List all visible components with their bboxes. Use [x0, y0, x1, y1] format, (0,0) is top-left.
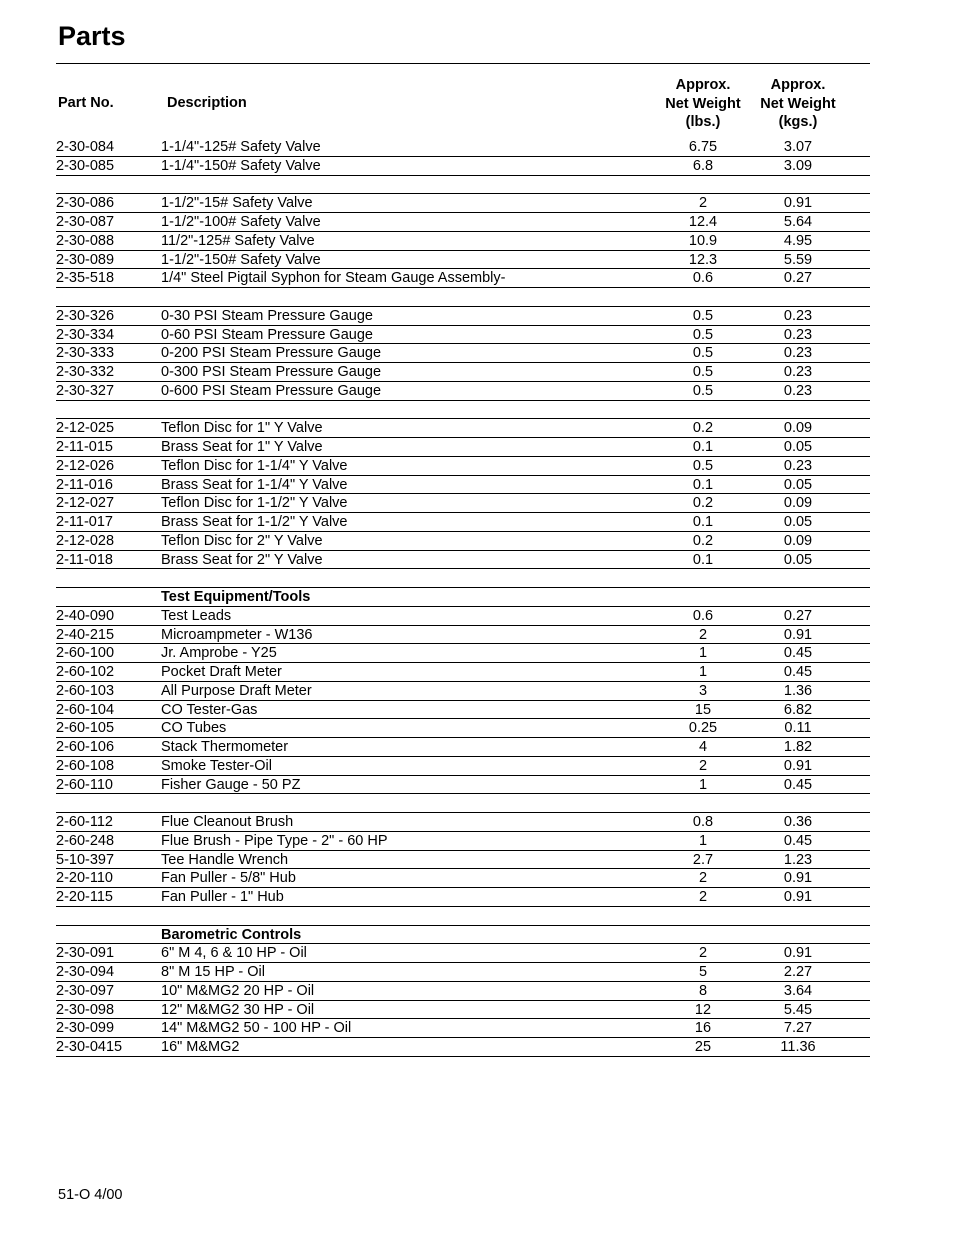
weight-kgs-cell: 0.05 — [783, 476, 813, 493]
table-row — [56, 157, 870, 176]
weight-lbs-cell: 2 — [698, 626, 708, 643]
spacer-row — [56, 401, 870, 420]
part-number-cell: 2-20-110 — [56, 870, 113, 887]
description-cell: 1/4" Steel Pigtail Syphon for Steam Gauge Assembly- — [161, 270, 506, 287]
table-row — [56, 757, 870, 776]
table-row — [56, 419, 870, 438]
weight-lbs-cell: 16 — [694, 1020, 712, 1037]
table-row — [56, 776, 870, 795]
table-row — [56, 701, 870, 720]
part-number-cell: 2-30-089 — [56, 251, 115, 268]
part-number-cell: 2-30-0415 — [56, 1039, 123, 1055]
parts-table — [56, 138, 870, 1057]
description-cell: Test Leads — [161, 607, 232, 624]
table-row — [56, 438, 870, 457]
weight-kgs-cell: 7.27 — [783, 1020, 813, 1037]
header-line: Net Weight — [760, 95, 836, 112]
spacer-row — [56, 176, 870, 195]
header-line: Approx. — [675, 77, 731, 93]
part-number-cell: 2-30-087 — [56, 214, 115, 230]
weight-kgs-cell: 0.05 — [783, 439, 813, 455]
table-row — [56, 457, 870, 476]
description-cell: 0-60 PSI Steam Pressure Gauge — [161, 326, 373, 343]
table-row — [56, 344, 870, 363]
weight-kgs-cell: 6.82 — [783, 701, 813, 718]
part-number-cell: 2-60-102 — [56, 664, 115, 680]
title-divider — [56, 63, 870, 64]
weight-lbs-cell: 8 — [698, 982, 708, 999]
weight-lbs-cell: 6.75 — [688, 139, 718, 155]
weight-lbs-cell: 0.5 — [692, 345, 714, 362]
section-heading-row — [56, 588, 870, 607]
part-number-cell: 2-40-090 — [56, 607, 115, 624]
spacer-row — [56, 794, 870, 813]
description-cell: 0-200 PSI Steam Pressure Gauge — [161, 345, 382, 362]
table-row — [56, 513, 870, 532]
table-row — [56, 269, 870, 288]
table-row — [56, 813, 870, 832]
description-cell: Smoke Tester-Oil — [161, 757, 272, 774]
part-number-cell: 2-30-084 — [56, 139, 115, 155]
page-title: Parts — [58, 21, 126, 51]
part-number-cell: 2-30-088 — [56, 232, 115, 249]
part-number-cell: 2-60-108 — [56, 757, 115, 774]
footer-code: 51-O 4/00 — [58, 1187, 123, 1203]
weight-lbs-cell: 0.2 — [692, 532, 714, 549]
weight-lbs-cell: 0.2 — [692, 495, 714, 512]
weight-kgs-cell: 0.45 — [783, 776, 813, 793]
weight-lbs-cell: 15 — [694, 701, 712, 718]
table-row — [56, 644, 870, 663]
description-cell: 11/2"-125# Safety Valve — [161, 232, 315, 249]
description-cell: 10" M&MG2 20 HP - Oil — [161, 982, 315, 999]
table-row — [56, 663, 870, 682]
part-number-cell: 2-30-334 — [56, 326, 115, 343]
table-row — [56, 738, 870, 757]
column-header-part-no: Part No. — [58, 95, 114, 111]
part-number-cell: 2-20-115 — [56, 889, 113, 905]
description-cell: Fan Puller - 1" Hub — [161, 889, 284, 905]
weight-kgs-cell: 0.09 — [783, 495, 813, 512]
part-number-cell: 2-60-100 — [56, 645, 115, 662]
part-number-cell: 2-30-326 — [56, 307, 115, 324]
weight-kgs-cell: 0.11 — [784, 720, 812, 737]
description-cell: 1-1/2"-100# Safety Valve — [161, 214, 321, 230]
part-number-cell: 2-30-333 — [56, 345, 115, 362]
weight-lbs-cell: 0.8 — [692, 814, 714, 830]
part-number-cell: 2-60-103 — [56, 682, 115, 699]
table-row — [56, 551, 870, 570]
description-cell: Test Equipment/Tools — [161, 589, 311, 605]
description-cell: 1-1/2"-15# Safety Valve — [161, 195, 313, 212]
part-number-cell: 5-10-397 — [56, 851, 115, 868]
weight-kgs-cell: 0.45 — [783, 832, 813, 849]
description-cell: CO Tester-Gas — [161, 701, 258, 718]
table-row — [56, 626, 870, 645]
table-row — [56, 832, 870, 851]
description-cell: 1-1/4"-150# Safety Valve — [161, 157, 321, 174]
weight-lbs-cell: 25 — [694, 1039, 712, 1055]
weight-kgs-cell: 1.82 — [783, 739, 813, 755]
weight-lbs-cell: 0.5 — [692, 457, 714, 474]
description-cell: 8" M 15 HP - Oil — [161, 964, 265, 980]
table-row — [56, 476, 870, 495]
weight-kgs-cell: 0.23 — [783, 364, 813, 380]
description-cell: Brass Seat for 2" Y Valve — [161, 551, 323, 568]
weight-lbs-cell: 4 — [698, 739, 708, 755]
part-number-cell: 2-30-086 — [56, 195, 115, 212]
part-number-cell: 2-60-112 — [56, 814, 113, 830]
weight-lbs-cell: 0.2 — [692, 420, 714, 437]
weight-kgs-cell: 0.23 — [783, 457, 813, 474]
weight-lbs-cell: 3 — [698, 682, 708, 699]
weight-lbs-cell: 0.5 — [692, 307, 714, 324]
description-cell: Teflon Disc for 1-1/4" Y Valve — [161, 457, 348, 474]
column-header-weight-lbs — [652, 76, 754, 132]
weight-kgs-cell: 0.23 — [783, 326, 813, 343]
header-line: Net Weight — [665, 95, 741, 112]
weight-kgs-cell: 0.45 — [783, 664, 813, 680]
description-cell: Brass Seat for 1-1/2" Y Valve — [161, 514, 348, 530]
part-number-cell: 2-30-099 — [56, 1020, 115, 1037]
description-cell: 12" M&MG2 30 HP - Oil — [161, 1001, 315, 1018]
description-cell: 1-1/4"-125# Safety Valve — [161, 139, 321, 155]
weight-kgs-cell: 0.91 — [783, 945, 813, 962]
weight-lbs-cell: 12.4 — [688, 214, 718, 230]
weight-kgs-cell: 0.23 — [783, 307, 813, 324]
description-cell: Fan Puller - 5/8" Hub — [161, 870, 296, 887]
description-cell: CO Tubes — [161, 720, 227, 737]
weight-lbs-cell: 2 — [698, 889, 708, 905]
weight-lbs-cell: 0.1 — [692, 439, 714, 455]
description-cell: 1-1/2"-150# Safety Valve — [161, 251, 321, 268]
weight-kgs-cell: 0.91 — [783, 870, 813, 887]
part-number-cell: 2-35-518 — [56, 270, 115, 287]
weight-kgs-cell: 2.27 — [783, 964, 813, 980]
part-number-cell: 2-12-026 — [56, 457, 115, 474]
weight-kgs-cell: 0.27 — [783, 607, 813, 624]
table-row — [56, 494, 870, 513]
part-number-cell: 2-11-018 — [56, 551, 113, 568]
header-line: (lbs.) — [685, 114, 721, 131]
weight-kgs-cell: 0.05 — [783, 514, 813, 530]
spacer-row — [56, 907, 870, 926]
table-row — [56, 1019, 870, 1038]
description-cell: Fisher Gauge - 50 PZ — [161, 776, 301, 793]
weight-kgs-cell: 0.27 — [783, 270, 813, 287]
part-number-cell: 2-12-027 — [56, 495, 115, 512]
part-number-cell: 2-30-098 — [56, 1001, 115, 1018]
weight-lbs-cell: 0.1 — [692, 476, 714, 493]
description-cell: 0-600 PSI Steam Pressure Gauge — [161, 382, 382, 399]
weight-lbs-cell: 2.7 — [692, 851, 714, 868]
description-cell: Flue Brush - Pipe Type - 2" - 60 HP — [161, 832, 388, 849]
table-row — [56, 326, 870, 345]
weight-kgs-cell: 1.23 — [783, 851, 813, 868]
description-cell: Tee Handle Wrench — [161, 851, 289, 868]
part-number-cell: 2-11-015 — [56, 439, 113, 455]
part-number-cell: 2-60-105 — [56, 720, 115, 737]
description-cell: Brass Seat for 1-1/4" Y Valve — [161, 476, 348, 493]
part-number-cell: 2-60-248 — [56, 832, 115, 849]
weight-kgs-cell: 5.64 — [783, 214, 813, 230]
weight-kgs-cell: 11.36 — [780, 1039, 816, 1055]
description-cell: 0-30 PSI Steam Pressure Gauge — [161, 307, 373, 324]
weight-kgs-cell: 0.36 — [783, 814, 813, 830]
weight-lbs-cell: 0.5 — [692, 326, 714, 343]
weight-kgs-cell: 3.09 — [783, 157, 813, 174]
header-line: (kgs.) — [778, 114, 818, 131]
weight-kgs-cell: 1.36 — [783, 682, 813, 699]
weight-lbs-cell: 0.5 — [692, 382, 714, 399]
weight-lbs-cell: 0.25 — [688, 720, 718, 737]
table-row — [56, 307, 870, 326]
part-number-cell: 2-30-332 — [56, 364, 115, 380]
table-row — [56, 232, 870, 251]
weight-kgs-cell: 5.45 — [783, 1001, 813, 1018]
table-row — [56, 213, 870, 232]
spacer-row — [56, 288, 870, 307]
table-row — [56, 1038, 870, 1057]
weight-lbs-cell: 0.6 — [692, 270, 714, 287]
description-cell: Barometric Controls — [161, 926, 302, 943]
weight-kgs-cell: 4.95 — [783, 232, 813, 249]
section-heading-row — [56, 926, 870, 945]
part-number-cell: 2-30-091 — [56, 945, 115, 962]
description-cell: Flue Cleanout Brush — [161, 814, 294, 830]
table-row — [56, 138, 870, 157]
weight-kgs-cell: 5.59 — [783, 251, 813, 268]
column-header-weight-kgs — [747, 76, 849, 132]
part-number-cell: 2-30-085 — [56, 157, 115, 174]
table-row — [56, 869, 870, 888]
description-cell: 6" M 4, 6 & 10 HP - Oil — [161, 945, 307, 962]
weight-lbs-cell: 1 — [698, 776, 708, 793]
spacer-row — [56, 569, 870, 588]
table-row — [56, 982, 870, 1001]
weight-kgs-cell: 3.07 — [783, 139, 813, 155]
table-row — [56, 1001, 870, 1020]
weight-lbs-cell: 10.9 — [688, 232, 718, 249]
weight-lbs-cell: 6.8 — [692, 157, 714, 174]
description-cell: Microampmeter - W136 — [161, 626, 313, 643]
table-row — [56, 944, 870, 963]
weight-lbs-cell: 2 — [698, 195, 708, 212]
weight-kgs-cell: 0.91 — [783, 195, 813, 212]
table-row — [56, 363, 870, 382]
weight-lbs-cell: 1 — [698, 664, 708, 680]
weight-lbs-cell: 0.5 — [692, 364, 714, 380]
table-row — [56, 888, 870, 907]
weight-kgs-cell: 0.23 — [783, 345, 813, 362]
table-row — [56, 719, 870, 738]
part-number-cell: 2-11-017 — [56, 514, 113, 530]
description-cell: 16" M&MG2 — [161, 1039, 240, 1055]
description-cell: Jr. Amprobe - Y25 — [161, 645, 277, 662]
description-cell: Stack Thermometer — [161, 739, 289, 755]
description-cell: Teflon Disc for 1" Y Valve — [161, 420, 323, 437]
part-number-cell: 2-30-094 — [56, 964, 115, 980]
description-cell: 14" M&MG2 50 - 100 HP - Oil — [161, 1020, 352, 1037]
weight-kgs-cell: 0.05 — [783, 551, 813, 568]
weight-kgs-cell: 0.91 — [783, 626, 813, 643]
weight-kgs-cell: 0.91 — [783, 757, 813, 774]
description-cell: 0-300 PSI Steam Pressure Gauge — [161, 364, 382, 380]
description-cell: Teflon Disc for 1-1/2" Y Valve — [161, 495, 348, 512]
table-row — [56, 963, 870, 982]
weight-kgs-cell: 0.09 — [783, 420, 813, 437]
table-row — [56, 532, 870, 551]
description-cell: Teflon Disc for 2" Y Valve — [161, 532, 323, 549]
weight-lbs-cell: 5 — [698, 964, 708, 980]
part-number-cell: 2-30-097 — [56, 982, 115, 999]
header-line: Approx. — [770, 77, 826, 93]
weight-lbs-cell: 0.1 — [692, 514, 714, 530]
table-row — [56, 382, 870, 401]
table-row — [56, 851, 870, 870]
table-row — [56, 682, 870, 701]
description-cell: Brass Seat for 1" Y Valve — [161, 439, 323, 455]
column-header-description: Description — [167, 95, 247, 111]
part-number-cell: 2-60-104 — [56, 701, 115, 718]
part-number-cell: 2-60-106 — [56, 739, 115, 755]
weight-kgs-cell: 0.91 — [783, 889, 813, 905]
weight-kgs-cell: 0.45 — [783, 645, 813, 662]
part-number-cell: 2-30-327 — [56, 382, 115, 399]
part-number-cell: 2-12-025 — [56, 420, 115, 437]
weight-kgs-cell: 3.64 — [783, 982, 813, 999]
weight-lbs-cell: 12.3 — [688, 251, 718, 268]
part-number-cell: 2-40-215 — [56, 626, 115, 643]
table-row — [56, 607, 870, 626]
table-row — [56, 194, 870, 213]
part-number-cell: 2-12-028 — [56, 532, 115, 549]
weight-kgs-cell: 0.09 — [783, 532, 813, 549]
weight-lbs-cell: 12 — [694, 1001, 712, 1018]
part-number-cell: 2-60-110 — [56, 776, 113, 793]
weight-lbs-cell: 0.1 — [692, 551, 714, 568]
weight-lbs-cell: 1 — [698, 645, 708, 662]
weight-lbs-cell: 1 — [698, 832, 708, 849]
description-cell: Pocket Draft Meter — [161, 664, 282, 680]
weight-lbs-cell: 2 — [698, 945, 708, 962]
weight-kgs-cell: 0.23 — [783, 382, 813, 399]
weight-lbs-cell: 2 — [698, 757, 708, 774]
weight-lbs-cell: 2 — [698, 870, 708, 887]
table-row — [56, 251, 870, 270]
weight-lbs-cell: 0.6 — [692, 607, 714, 624]
part-number-cell: 2-11-016 — [56, 476, 113, 493]
description-cell: All Purpose Draft Meter — [161, 682, 312, 699]
